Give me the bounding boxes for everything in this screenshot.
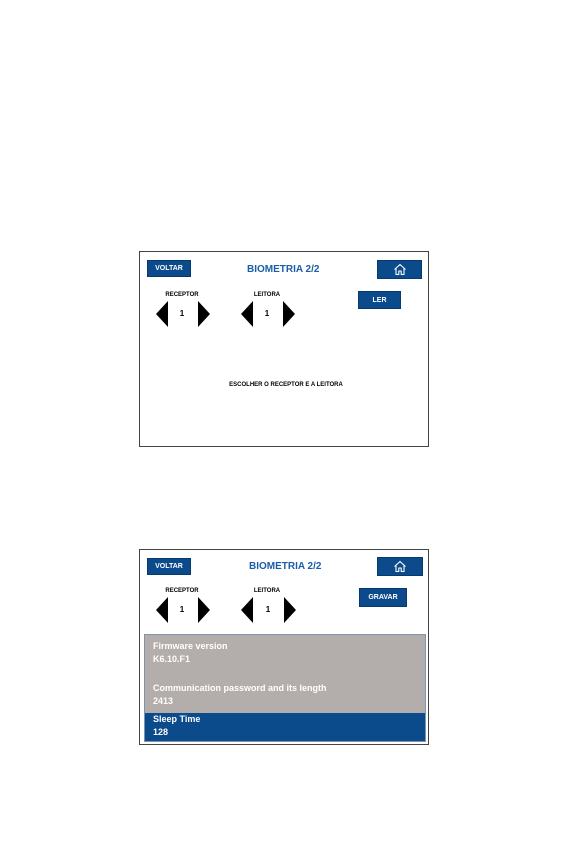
biometria-screen-read	[139, 251, 429, 447]
leitora-label: LEITORA	[253, 292, 281, 298]
receptor-label: RECEPTOR	[165, 588, 199, 594]
leitora-value: 1	[265, 605, 271, 614]
home-button[interactable]	[377, 557, 423, 576]
home-icon	[393, 263, 407, 276]
info-label: Firmware version	[153, 641, 228, 651]
status-message: ESCOLHER O RECEPTOR E A LEITORA	[229, 382, 343, 388]
read-button[interactable]: LER	[358, 291, 401, 309]
leitora-next-arrow-icon[interactable]	[284, 597, 296, 623]
receptor-prev-arrow-icon[interactable]	[156, 301, 168, 327]
biometria-screen-write	[139, 549, 429, 745]
back-button[interactable]: VOLTAR	[147, 558, 191, 575]
receptor-next-arrow-icon[interactable]	[198, 301, 210, 327]
home-icon	[393, 560, 407, 573]
receptor-value: 1	[179, 605, 185, 614]
write-button[interactable]: GRAVAR	[359, 588, 407, 607]
info-item-selected[interactable]	[145, 713, 425, 741]
leitora-next-arrow-icon[interactable]	[283, 301, 295, 327]
info-label: Sleep Time	[153, 714, 201, 724]
back-button[interactable]: VOLTAR	[147, 260, 191, 277]
page-title: BIOMETRIA 2/2	[247, 264, 320, 275]
home-button[interactable]	[377, 260, 422, 279]
leitora-value: 1	[264, 309, 270, 318]
leitora-prev-arrow-icon[interactable]	[241, 301, 253, 327]
receptor-prev-arrow-icon[interactable]	[156, 597, 168, 623]
page-title: BIOMETRIA 2/2	[249, 561, 322, 572]
leitora-prev-arrow-icon[interactable]	[241, 597, 253, 623]
info-value: 128	[153, 727, 169, 737]
leitora-label: LEITORA	[253, 588, 281, 594]
device-info-panel	[144, 634, 426, 742]
info-value: 2413	[153, 696, 174, 706]
receptor-label: RECEPTOR	[165, 292, 199, 298]
info-label: Communication password and its length	[153, 683, 327, 693]
info-value: K6.10.F1	[153, 654, 191, 664]
receptor-next-arrow-icon[interactable]	[198, 597, 210, 623]
receptor-value: 1	[179, 309, 185, 318]
